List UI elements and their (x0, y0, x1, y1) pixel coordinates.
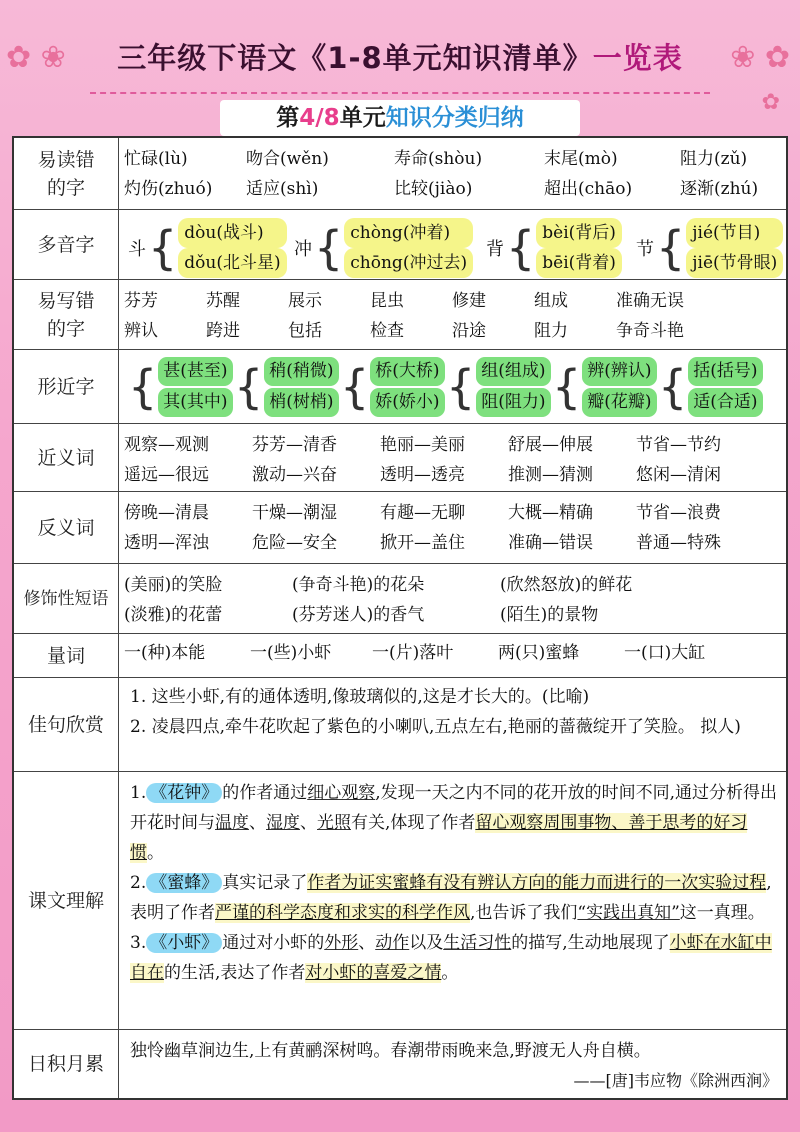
row-label: 量词 (14, 634, 119, 677)
measure-item: 一(种)本能 (124, 643, 206, 663)
row-modifier (14, 564, 786, 634)
similar-shape-item: 组(组成) (476, 357, 550, 386)
word-item: 组成 (534, 291, 568, 311)
polyphone-option: chōng(冲过去) (344, 248, 473, 278)
word-item: 芬芳 (124, 291, 158, 311)
polyphone-group: 节 { jié(节目) jiē(节骨眼) (636, 218, 783, 278)
word-item: 辨认 (124, 321, 158, 341)
measure-item: 一(些)小虾 (250, 643, 332, 663)
sentence-item: 2. 凌晨四点,牵牛花吹起了紫色的小喇叭,五点左右,艳丽的蔷薇绽开了笑脸。 拟人) (130, 717, 741, 737)
polyphone-option: chòng(冲着) (344, 218, 473, 248)
polyphone-group: 斗 { dòu(战斗) dǒu(北斗星) (128, 218, 287, 278)
word-pair: 有趣—无聊 (380, 503, 465, 523)
word-pair: 节省—节约 (636, 435, 721, 455)
poem-text: 独怜幽草涧边生,上有黄鹂深树鸣。春潮带雨晚来急,野渡无人舟自横。 (130, 1041, 651, 1061)
title-main: 三年级下语文《1-8单元知识清单》 (117, 41, 593, 75)
word-item: 展示 (288, 291, 322, 311)
understand-paragraph-2: 2. 《蜜蜂》 真实记录了作者为证实蜜蜂有没有辨认方向的能力而进行的一次实验过程,表明了作者严谨的科学态度和求实的科学作风,也告诉了我们“实践出真知”这一真理。 (130, 873, 772, 923)
row-polyphone (14, 210, 786, 280)
polyphone-option: dòu(战斗) (178, 218, 286, 248)
polyphone-option: bèi(背后) (536, 218, 622, 248)
word-item: 寿命(shòu) (394, 149, 483, 169)
word-item: 超出(chāo) (544, 179, 633, 199)
word-pair: 激动—兴奋 (252, 465, 337, 485)
knowledge-table (12, 136, 788, 1100)
word-item: 末尾(mò) (544, 149, 618, 169)
row-label: 日积月累 (14, 1030, 119, 1098)
similar-shape-item: 娇(娇小) (370, 388, 444, 417)
subtitle-part: 单元 (339, 105, 386, 131)
row-content (124, 564, 786, 633)
word-item: 争奇斗艳 (616, 321, 684, 341)
understand-paragraph-1: 1. 《花钟》 的作者通过细心观察,发现一天之内不同的花开放的时间不同,通过分析得出开花时间与温度、湿度、光照有关,体现了作者留心观察周围事物、善于思考的好习惯。 (130, 783, 778, 863)
phrase-item: (陌生)的景物 (500, 605, 599, 625)
similar-shape-item: 辨(辨认) (582, 357, 656, 386)
word-pair: 遥远—很远 (124, 465, 209, 485)
polyphone-group: 背 { bèi(背后) bēi(背着) (486, 218, 622, 278)
row-content (124, 280, 786, 349)
page-header (20, 38, 780, 100)
row-sentence (14, 678, 786, 772)
word-item: 修建 (452, 291, 486, 311)
measure-item: 一(口)大缸 (624, 643, 706, 663)
similar-shape-group: { 括(括号) 适(合适) (658, 356, 763, 418)
row-content (124, 492, 786, 563)
similar-shape-item: 梢(树梢) (264, 388, 338, 417)
row-content (124, 678, 786, 771)
subtitle-part: 4/8 (299, 105, 340, 131)
polyphone-option: bēi(背着) (536, 248, 622, 278)
poem-source: ——[唐]韦应物《除洲西涧》 (573, 1071, 778, 1090)
phrase-item: (美丽)的笑脸 (124, 575, 223, 595)
similar-shape-item: 甚(甚至) (158, 357, 232, 386)
row-label: 反义词 (14, 492, 119, 563)
similar-shape-item: 其(其中) (158, 388, 232, 417)
similar-shape-item: 阻(阻力) (476, 388, 550, 417)
row-easy-read (14, 138, 786, 210)
phrase-item: (淡雅)的花蕾 (124, 605, 223, 625)
title-divider (90, 92, 710, 94)
word-pair: 透明—透亮 (380, 465, 465, 485)
row-understand (14, 772, 786, 1030)
page-title (20, 38, 780, 78)
row-label: 多音字 (14, 210, 119, 279)
row-content (124, 1030, 786, 1098)
word-pair: 准确—错误 (508, 533, 593, 553)
row-content (124, 772, 786, 1029)
word-pair: 舒展—伸展 (508, 435, 593, 455)
row-easy-write (14, 280, 786, 350)
row-accumulate (14, 1030, 786, 1098)
word-pair: 艳丽—美丽 (380, 435, 465, 455)
phrase-item: (芬芳迷人)的香气 (292, 605, 425, 625)
word-item: 吻合(wěn) (246, 149, 329, 169)
word-item: 准确无误 (616, 291, 684, 311)
row-content (124, 138, 786, 209)
word-item: 苏醒 (206, 291, 240, 311)
word-pair: 普通—特殊 (636, 533, 721, 553)
row-antonym (14, 492, 786, 564)
subtitle-part: 第 (276, 105, 300, 131)
word-item: 跨进 (206, 321, 240, 341)
word-item: 昆虫 (370, 291, 404, 311)
word-item: 检查 (370, 321, 404, 341)
word-item: 比较(jiào) (394, 179, 473, 199)
word-pair: 悠闲—清闲 (636, 465, 721, 485)
row-label: 佳句欣赏 (14, 678, 119, 771)
blossom-decoration-right: ❀ ✿ (730, 40, 790, 75)
similar-shape-item: 瓣(花瓣) (582, 388, 656, 417)
word-pair: 推测—猜测 (508, 465, 593, 485)
row-label: 近义词 (14, 424, 119, 491)
measure-item: 两(只)蜜蜂 (498, 643, 580, 663)
row-content (124, 424, 786, 491)
similar-shape-item: 桥(大桥) (370, 357, 444, 386)
row-label: 修饰性短语 (14, 564, 119, 633)
page-subtitle (220, 100, 580, 136)
word-pair: 芬芳—清香 (252, 435, 337, 455)
word-pair: 傍晚—清晨 (124, 503, 209, 523)
row-similar-shape (14, 350, 786, 424)
word-pair: 掀开—盖住 (380, 533, 465, 553)
word-pair: 观察—观测 (124, 435, 209, 455)
row-label: 易写错的字 (14, 280, 119, 349)
polyphone-option: jiē(节骨眼) (686, 248, 783, 278)
understand-paragraph-3: 3. 《小虾》 通过对小虾的外形、动作以及生活习性的描写,生动地展现了小虾在水缸中自在的生活,表达了作者对小虾的喜爱之情。 (130, 933, 772, 983)
row-label: 易读错的字 (14, 138, 119, 209)
word-item: 阻力 (534, 321, 568, 341)
word-item: 逐渐(zhú) (680, 179, 759, 199)
similar-shape-group: { 甚(甚至) 其(其中) (128, 356, 233, 418)
row-synonym (14, 424, 786, 492)
similar-shape-group: { 辨(辨认) 瓣(花瓣) (552, 356, 657, 418)
word-pair: 透明—浑浊 (124, 533, 209, 553)
polyphone-option: dǒu(北斗星) (178, 248, 286, 278)
subtitle-part: 知识分类归纳 (385, 105, 524, 131)
word-item: 沿途 (452, 321, 486, 341)
word-item: 灼伤(zhuó) (124, 179, 213, 199)
blossom-decoration-left: ✿ ❀ (6, 40, 66, 75)
sentence-item: 1. 这些小虾,有的通体透明,像玻璃似的,这是才长大的。(比喻) (130, 687, 590, 707)
word-item: 包括 (288, 321, 322, 341)
word-pair: 大概—精确 (508, 503, 593, 523)
similar-shape-group: { 稍(稍微) 梢(树梢) (234, 356, 339, 418)
word-item: 忙碌(lù) (124, 149, 188, 169)
blossom-decoration-right-lower: ✿ (761, 90, 780, 115)
similar-shape-group: { 组(组成) 阻(阻力) (446, 356, 551, 418)
phrase-item: (欣然怒放)的鲜花 (500, 575, 633, 595)
word-item: 阻力(zǔ) (680, 149, 748, 169)
row-content (124, 634, 786, 677)
word-item: 适应(shì) (246, 179, 319, 199)
row-label: 课文理解 (14, 772, 119, 1029)
word-pair: 节省—浪费 (636, 503, 721, 523)
similar-shape-item: 适(合适) (688, 388, 762, 417)
row-measure (14, 634, 786, 678)
similar-shape-item: 稍(稍微) (264, 357, 338, 386)
word-pair: 干燥—潮湿 (252, 503, 337, 523)
similar-shape-item: 括(括号) (688, 357, 762, 386)
phrase-item: (争奇斗艳)的花朵 (292, 575, 425, 595)
polyphone-option: jié(节目) (686, 218, 783, 248)
title-accent: 一览表 (592, 41, 683, 75)
polyphone-group: 冲 { chòng(冲着) chōng(冲过去) (294, 218, 473, 278)
similar-shape-group: { 桥(大桥) 娇(娇小) (340, 356, 445, 418)
measure-item: 一(片)落叶 (372, 643, 454, 663)
row-label: 形近字 (14, 350, 119, 423)
row-content (124, 210, 786, 279)
row-content (124, 350, 786, 423)
word-pair: 危险—安全 (252, 533, 337, 553)
